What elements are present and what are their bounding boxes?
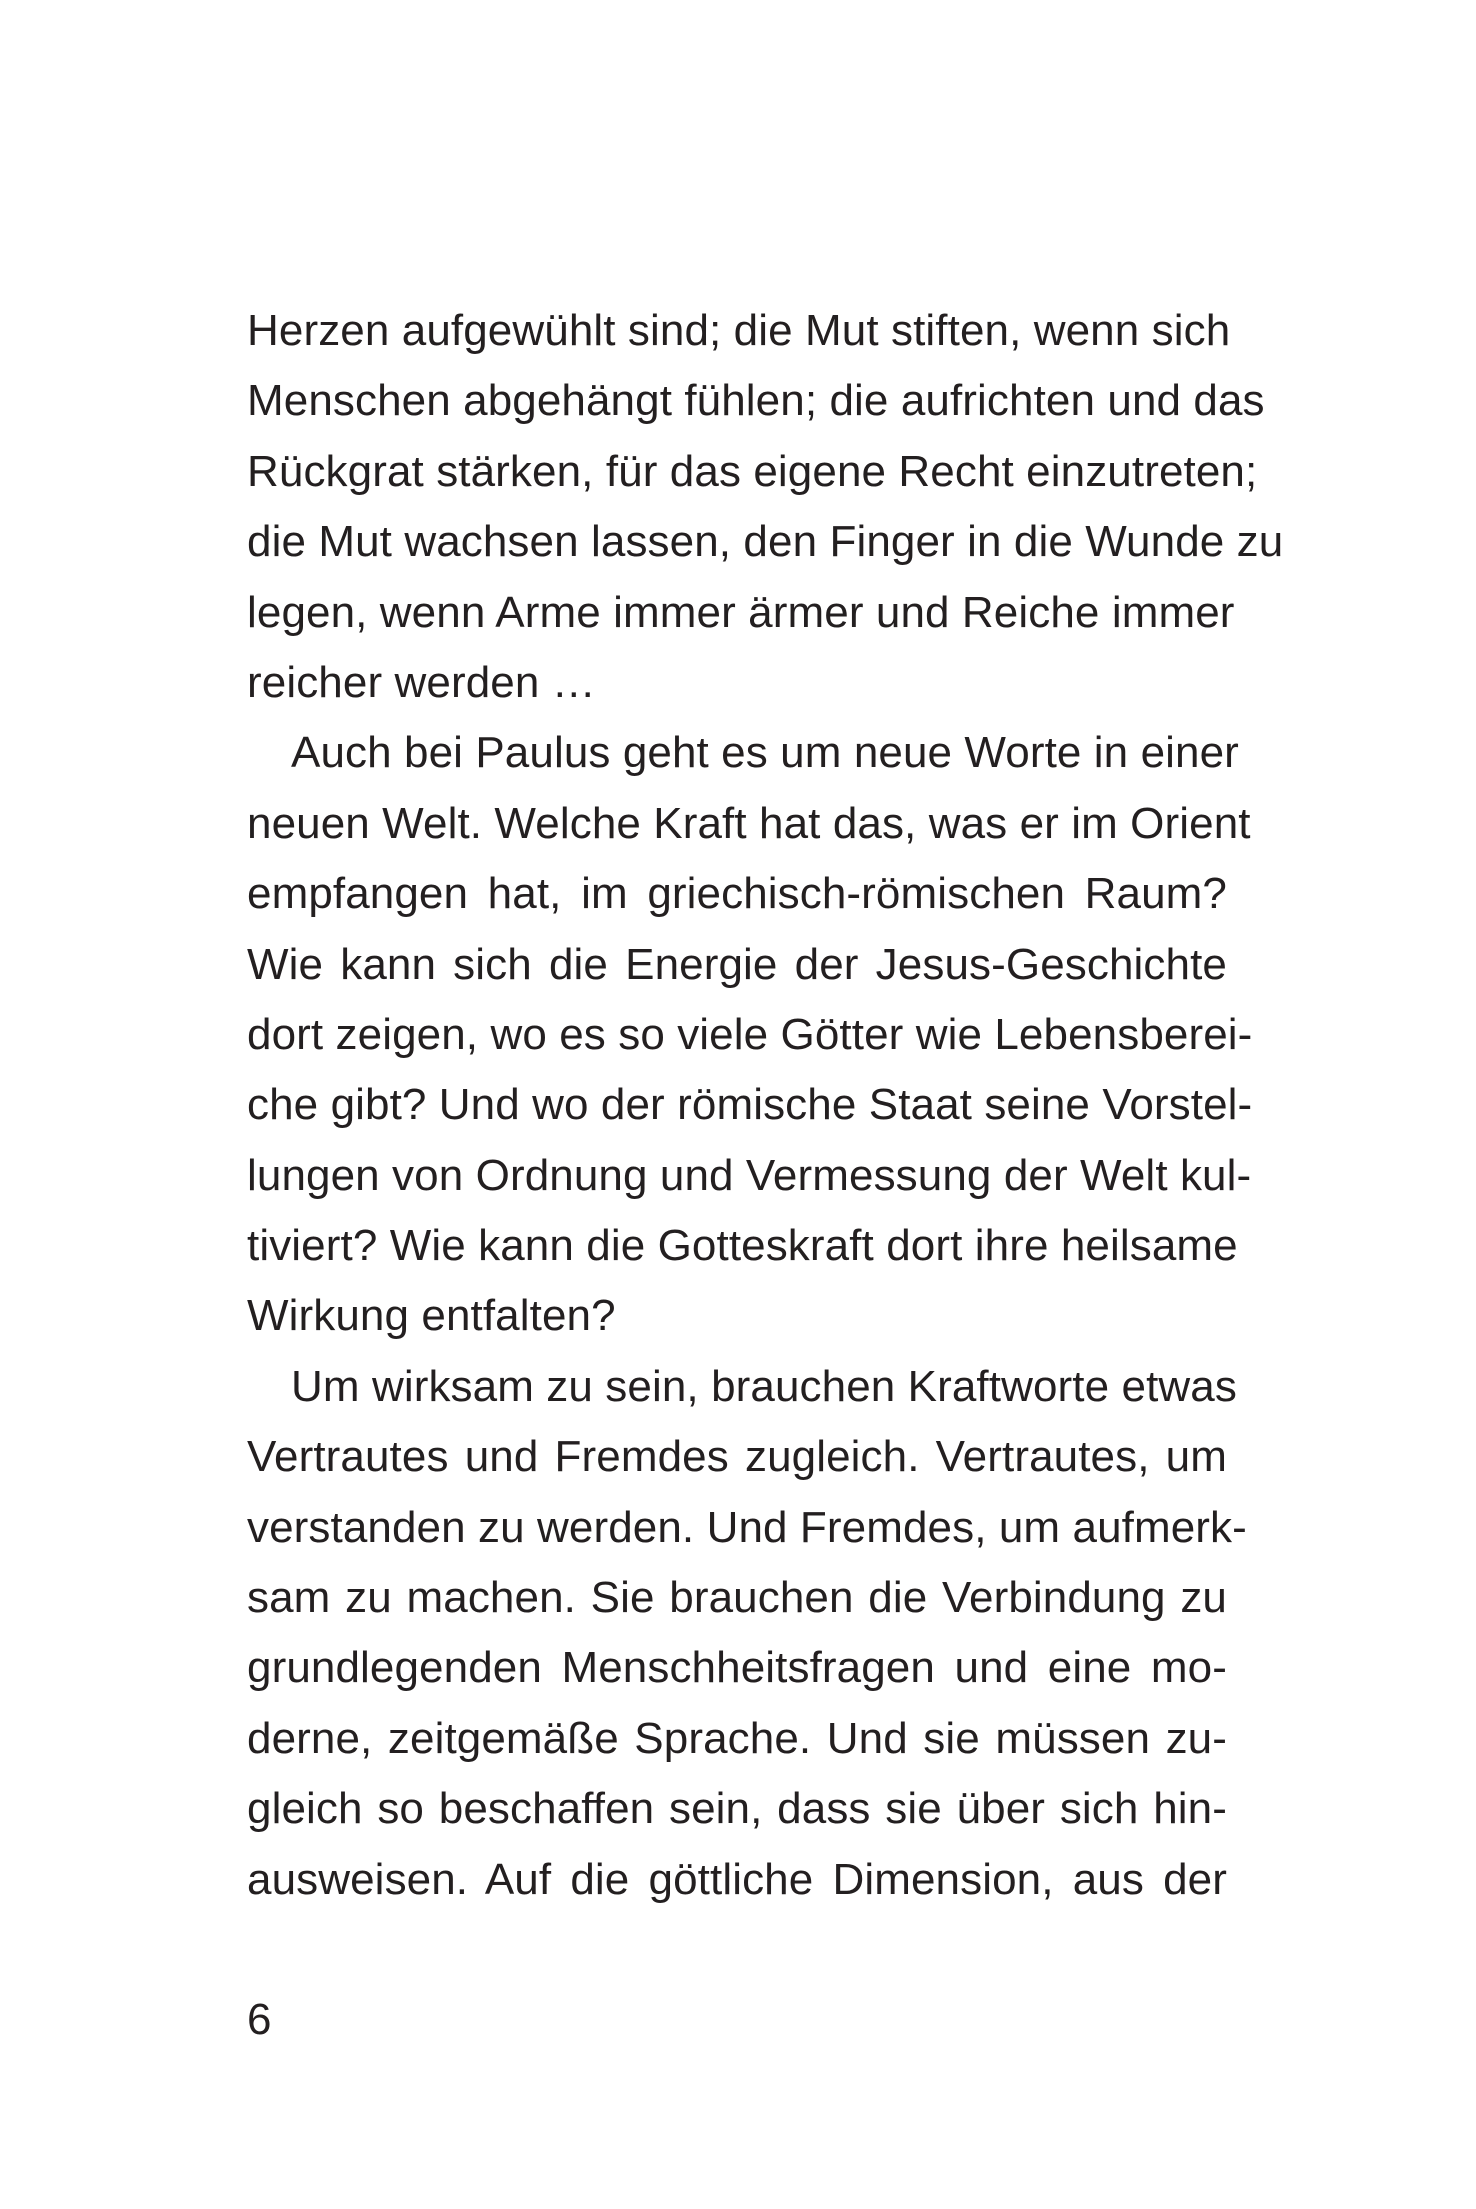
text-line: Rückgrat stärken, für das eigene Recht einzutreten; [247, 446, 1258, 496]
text-line: Herzen aufgewühlt sind; die Mut stiften, wenn sich [247, 306, 1231, 355]
text-line: ausweisen. Auf die göttliche Dimension, aus der [247, 1854, 1227, 1904]
text-line: neuen Welt. Welche Kraft hat das, was er im Orient [247, 798, 1251, 848]
text-line: gleich so beschaffen sein, dass sie über sich hin- [247, 1784, 1227, 1834]
text-line: reicher werden … [247, 657, 596, 707]
text-line: verstanden zu werden. Und Fremdes, um aufmerk- [247, 1502, 1247, 1552]
text-line: tiviert? Wie kann die Gotteskraft dort ihre heilsame [247, 1221, 1238, 1271]
text-line: che gibt? Und wo der römische Staat seine Vorstel- [247, 1080, 1253, 1130]
text-line: legen, wenn Arme immer ärmer und Reiche immer [247, 587, 1235, 637]
text-line: Wirkung entfalten? [247, 1291, 616, 1341]
paragraph-start-line: Auch bei Paulus geht es um neue Worte in einer [291, 728, 1239, 778]
text-line: lungen von Ordnung und Vermessung der Welt kul- [247, 1150, 1252, 1200]
page-number: 6 [247, 1995, 272, 2044]
text-line: Vertrautes und Fremdes zugleich. Vertrautes, um [247, 1432, 1227, 1482]
text-line: Menschen abgehängt fühlen; die aufrichten und das [247, 376, 1265, 426]
text-line: grundlegenden Menschheitsfragen und eine mo- [247, 1643, 1227, 1693]
text-line: empfangen hat, im griechisch-römischen Raum? [247, 869, 1227, 919]
text-line: derne, zeitgemäße Sprache. Und sie müssen zu- [247, 1713, 1227, 1763]
text-line: sam zu machen. Sie brauchen die Verbindung zu [247, 1573, 1227, 1623]
text-line: dort zeigen, wo es so viele Götter wie Lebensberei- [247, 1009, 1253, 1059]
body-text [247, 296, 1284, 1915]
text-line: die Mut wachsen lassen, den Finger in die Wunde zu [247, 517, 1284, 567]
paragraph-start-line: Um wirksam zu sein, brauchen Kraftworte etwas [291, 1361, 1237, 1411]
text-line: Wie kann sich die Energie der Jesus-Geschichte [247, 939, 1227, 989]
